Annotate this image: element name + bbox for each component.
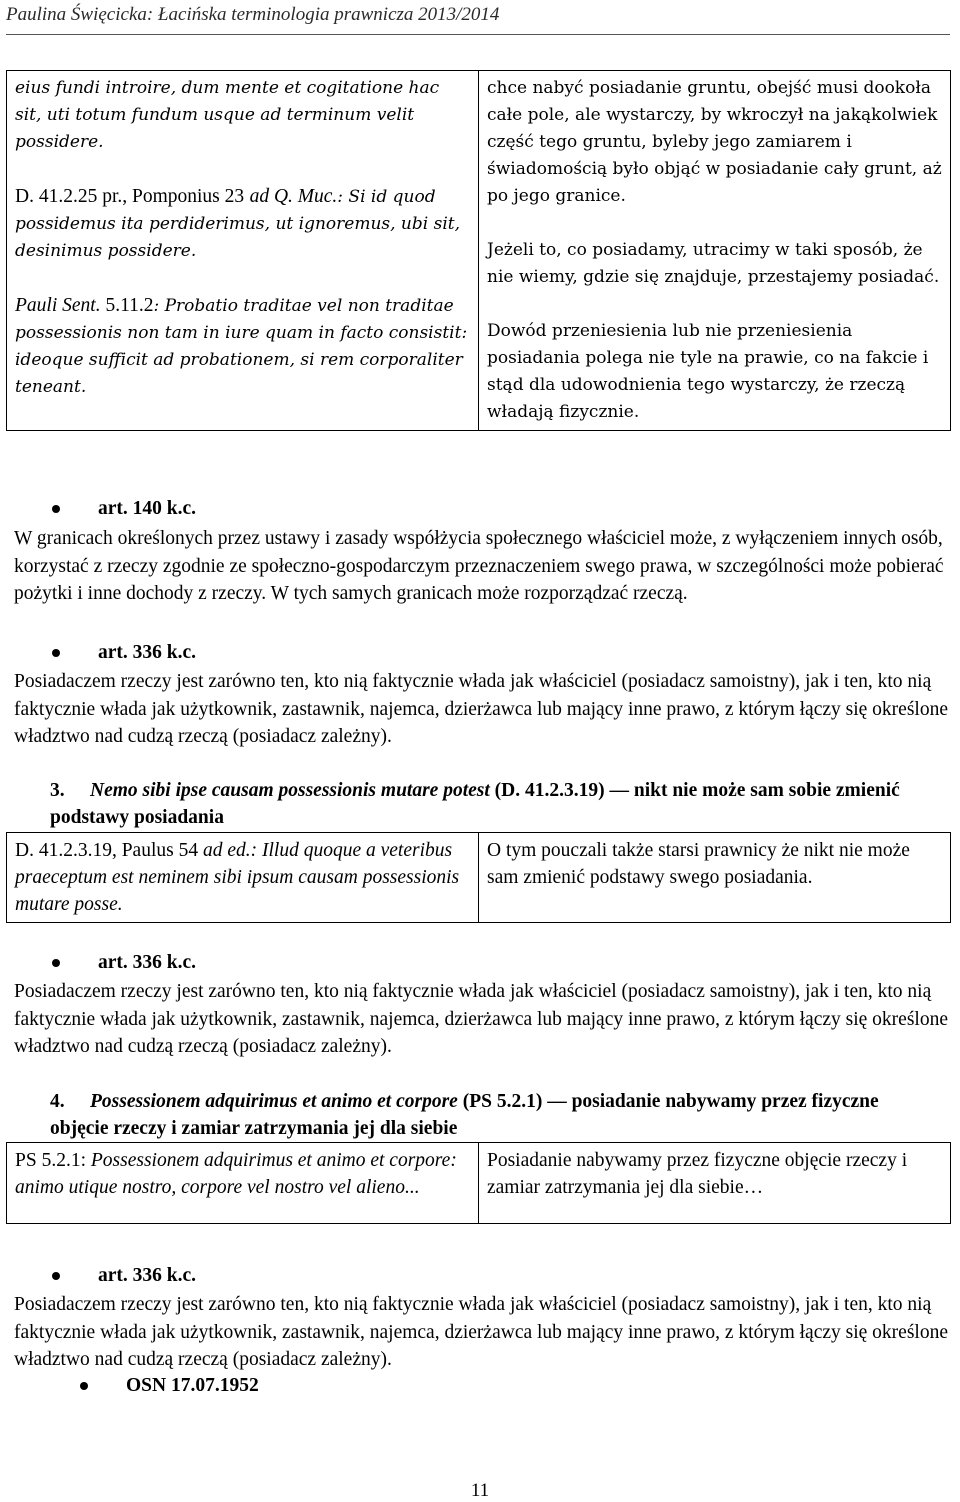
table-row [7,833,951,923]
section-latin: Possessionem adquirimus et animo et corpore [90,1091,458,1112]
source-ref: 5.11.2 [100,295,154,316]
source-ref-italic: ad Q. Muc. [249,186,338,207]
latin-cell [7,71,479,431]
latin-text: : Illud quoque a veteribus praeceptum est neminem sibi ipsum causam possessionis mutare posse. [15,840,460,915]
header-rule [6,34,950,35]
art-336-text: Posiadaczem rzeczy jest zarówno ten, kto nią faktycznie włada jak właściciel (posiadacz samoistny), jak i ten, kto nią faktycznie włada jak użytkownik, zastawnik, najemca, dzierżawca lub mający inne prawo, z którym łączy się określone władztwo nad cudzą rzeczą (posiadacz zależny). [14,671,948,747]
latin-text: : Probatio traditae vel non traditae possessionis non tam in iure quam in facto consistit: ideoque sufficit ad probationem, si rem corporaliter teneant. [15,296,468,397]
art-140-text: W granicach określonych przez ustawy i zasady współżycia społecznego właściciel może, z wyłączeniem innych osób, korzystać z rzeczy zgodnie ze społeczno-gospodarczym przeznaczeniem swego prawa, w szczególności może pobierać pożytki i inne dochody z rzeczy. W tych samych granicach może rozporządzać rzeczą. [14,528,944,604]
running-header: Paulina Święcicka: Łacińska terminologia prawnicza 2013/2014 [6,4,500,25]
polish-cell [479,833,951,923]
bullet-art-336: art. 336 k.c. [98,642,197,663]
section-dash: — [609,780,629,801]
art-336-text: Posiadaczem rzeczy jest zarówno ten, kto nią faktycznie włada jak właściciel (posiadacz samoistny), jak i ten, kto nią faktycznie włada jak użytkownik, zastawnik, najemca, dzierżawca lub mający inne prawo, z którym łączy się określone władztwo nad cudzą rzeczą (posiadacz zależny). [14,981,948,1057]
section-dash: — [547,1091,567,1112]
latin-cell [7,833,479,923]
table-row [7,1143,951,1224]
citation-table-3 [6,832,951,923]
latin-text: eius fundi introire, dum mente et cogitatione hac sit, uti totum fundum usque ad terminum velit possidere. [15,78,440,152]
source-ref: D. 41.2.25 pr., Pomponius 23 [15,186,245,207]
latin-text: Possessionem adquirimus et animo et corpore: animo utique nostro, corpore vel nostro vel alieno... [15,1150,457,1198]
section-4-heading [50,1088,940,1142]
latin-passage [15,292,470,401]
latin-passage [15,183,470,265]
section-latin: Nemo sibi ipse causam possessionis mutare potest [90,780,490,801]
bullet-art-140: art. 140 k.c. [98,498,197,519]
citation-table-1 [6,70,951,431]
bullet-art-336: art. 336 k.c. [98,1265,197,1286]
polish-text: Posiadanie nabywamy przez fizyczne objęcie rzeczy i zamiar zatrzymania jej dla siebie… [487,1150,908,1198]
polish-text: Jeżeli to, co posiadamy, utracimy w taki sposób, że nie wiemy, gdzie się znajduje, przestajemy posiadać. [487,240,940,287]
section-polish: posiadanie nabywamy przez fizyczne objęcie rzeczy i zamiar zatrzymania jej dla siebie [50,1091,879,1139]
polish-text: Dowód przeniesienia lub nie przeniesienia posiadania polega nie tyle na prawie, co na fakcie i stąd dla udowodnienia tego wystarczy, że rzeczą władają fizycznie. [487,321,929,422]
source-ref: PS 5.2.1: [15,1150,91,1171]
table-row [7,71,951,431]
section-ref: (D. 41.2.3.19) [489,780,610,801]
section-polish: nikt nie może sam sobie zmienić podstawy posiadania [50,780,900,828]
art-336-text: Posiadaczem rzeczy jest zarówno ten, kto nią faktycznie włada jak właściciel (posiadacz samoistny), jak i ten, kto nią faktycznie włada jak użytkownik, zastawnik, najemca, dzierżawca lub mający inne prawo, z którym łączy się określone władztwo nad cudzą rzeczą (posiadacz zależny). [14,1294,948,1370]
section-number: 4. [50,1091,65,1112]
page-number: 11 [470,1480,490,1501]
polish-text: chce nabyć posiadanie gruntu, obejść musi dookoła całe pole, ale wystarczy, by wkroczył na jakąkolwiek część tego gruntu, byleby jego zamiarem i świadomością było objąć w posiadanie cały grunt, aż po jego granice. [487,78,942,206]
latin-cell [7,1143,479,1224]
latin-text: : Si id quod possidemus ita perdiderimus, ut ignoremus, ubi sit, desinimus possidere. [15,187,460,261]
bullet-art-336: art. 336 k.c. [98,952,197,973]
source-ref-italic: ad ed. [198,840,251,861]
section-ref: (PS 5.2.1) [457,1091,548,1112]
citation-table-4 [6,1142,951,1224]
source-ref-italic: Pauli Sent. [15,295,101,316]
polish-text: O tym pouczali także starsi prawnicy że nikt nie może sam zmienić podstawy swego posiadania. [487,840,910,888]
section-number: 3. [50,780,65,801]
source-ref: D. 41.2.3.19, Paulus 54 [15,840,199,861]
polish-cell [479,71,951,431]
section-3-heading [50,777,940,831]
polish-cell [479,1143,951,1224]
bullet-osn: OSN 17.07.1952 [126,1375,259,1396]
